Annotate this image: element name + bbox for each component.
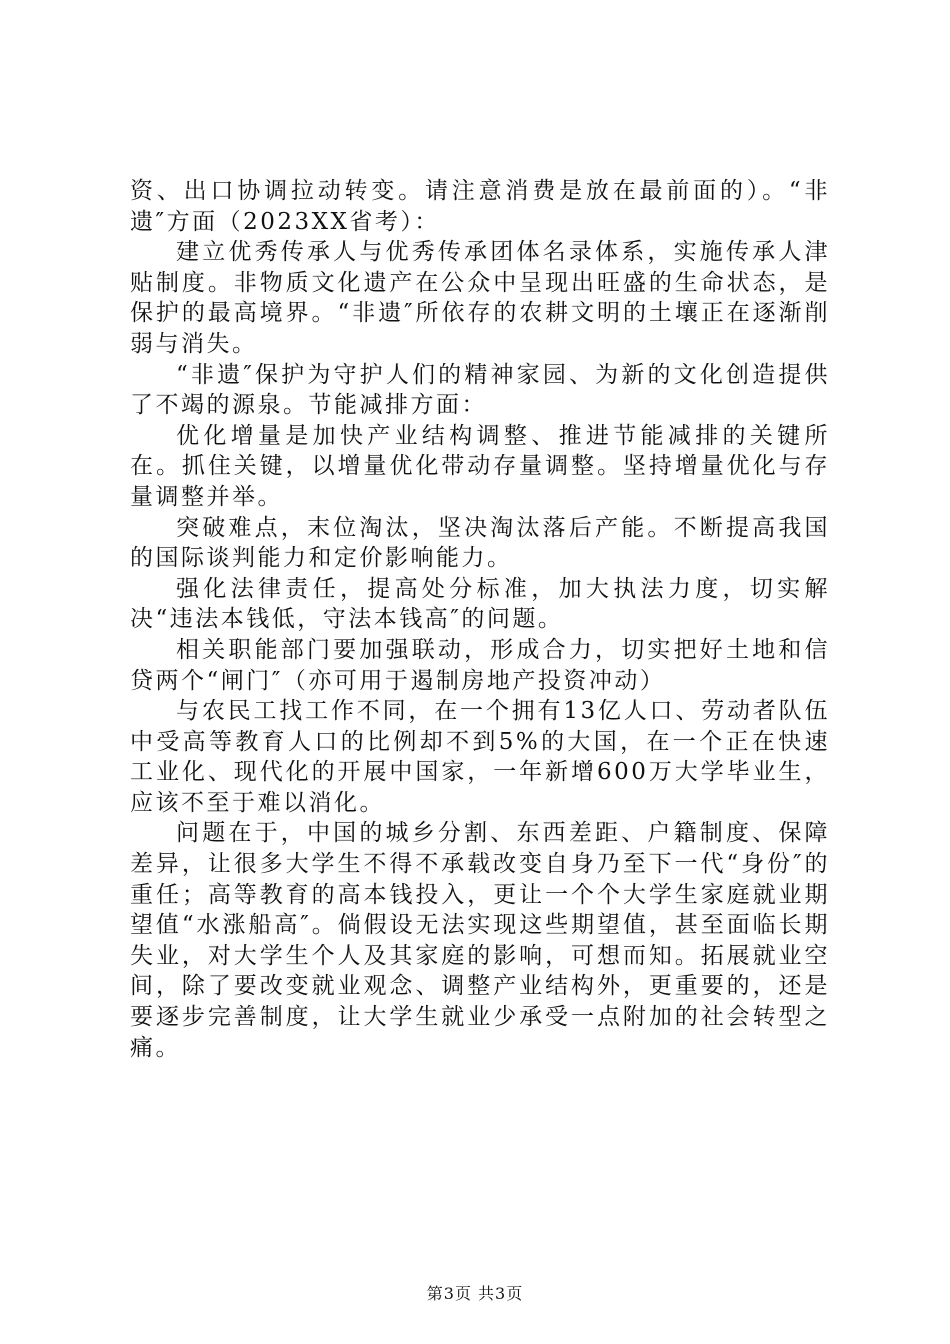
paragraph: 优化增量是加快产业结构调整、推进节能减排的关键所在。抓住关键，以增量优化带动存量调整。坚持增量优化与存量调整并举。 [130,422,830,510]
document-body [130,176,830,1063]
paragraph: “非遗″保护为守护人们的精神家园、为新的文化创造提供了不竭的源泉。节能减排方面： [130,361,830,419]
paragraph: 相关职能部门要加强联动，形成合力，切实把好土地和信贷两个“闸门″（亦可用于遏制房地产投资冲动） [130,636,830,694]
paragraph: 突破难点，末位淘汰，坚决淘汰落后产能。不断提高我国的国际谈判能力和定价影响能力。 [130,514,830,572]
paragraph: 问题在于，中国的城乡分割、东西差距、户籍制度、保障差异，让很多大学生不得不承载改变自身乃至下一代“身份″的重任；高等教育的高本钱投入，更让一个个大学生家庭就业期望值“水涨船高″。倘假设无法实现这些期望值，甚至面临长期失业，对大学生个人及其家庭的影响，可想而知。拓展就业空间，除了要改变就业观念、调整产业结构外，更重要的，还是要逐步完善制度，让大学生就业少承受一点附加的社会转型之痛。 [130,820,830,1061]
page-footer: 第3页 共3页 [426,1284,524,1303]
paragraph-continuation: 资、出口协调拉动转变。请注意消费是放在最前面的）。“非遗″方面（2023XX省考）： [130,178,830,235]
paragraph: 与农民工找工作不同，在一个拥有13亿人口、劳动者队伍中受高等教育人口的比例却不到5%的大国，在一个正在快速工业化、现代化的开展中国家，一年新增600万大学毕业生，应该不至于难以消化。 [130,698,830,816]
paragraph: 强化法律责任，提高处分标准，加大执法力度，切实解决“违法本钱低，守法本钱高″的问题。 [130,575,830,633]
paragraph: 建立优秀传承人与优秀传承团体名录体系，实施传承人津贴制度。非物质文化遗产在公众中呈现出旺盛的生命状态，是保护的最高境界。“非遗″所依存的农耕文明的土壤正在逐渐削弱与消失。 [130,239,830,357]
